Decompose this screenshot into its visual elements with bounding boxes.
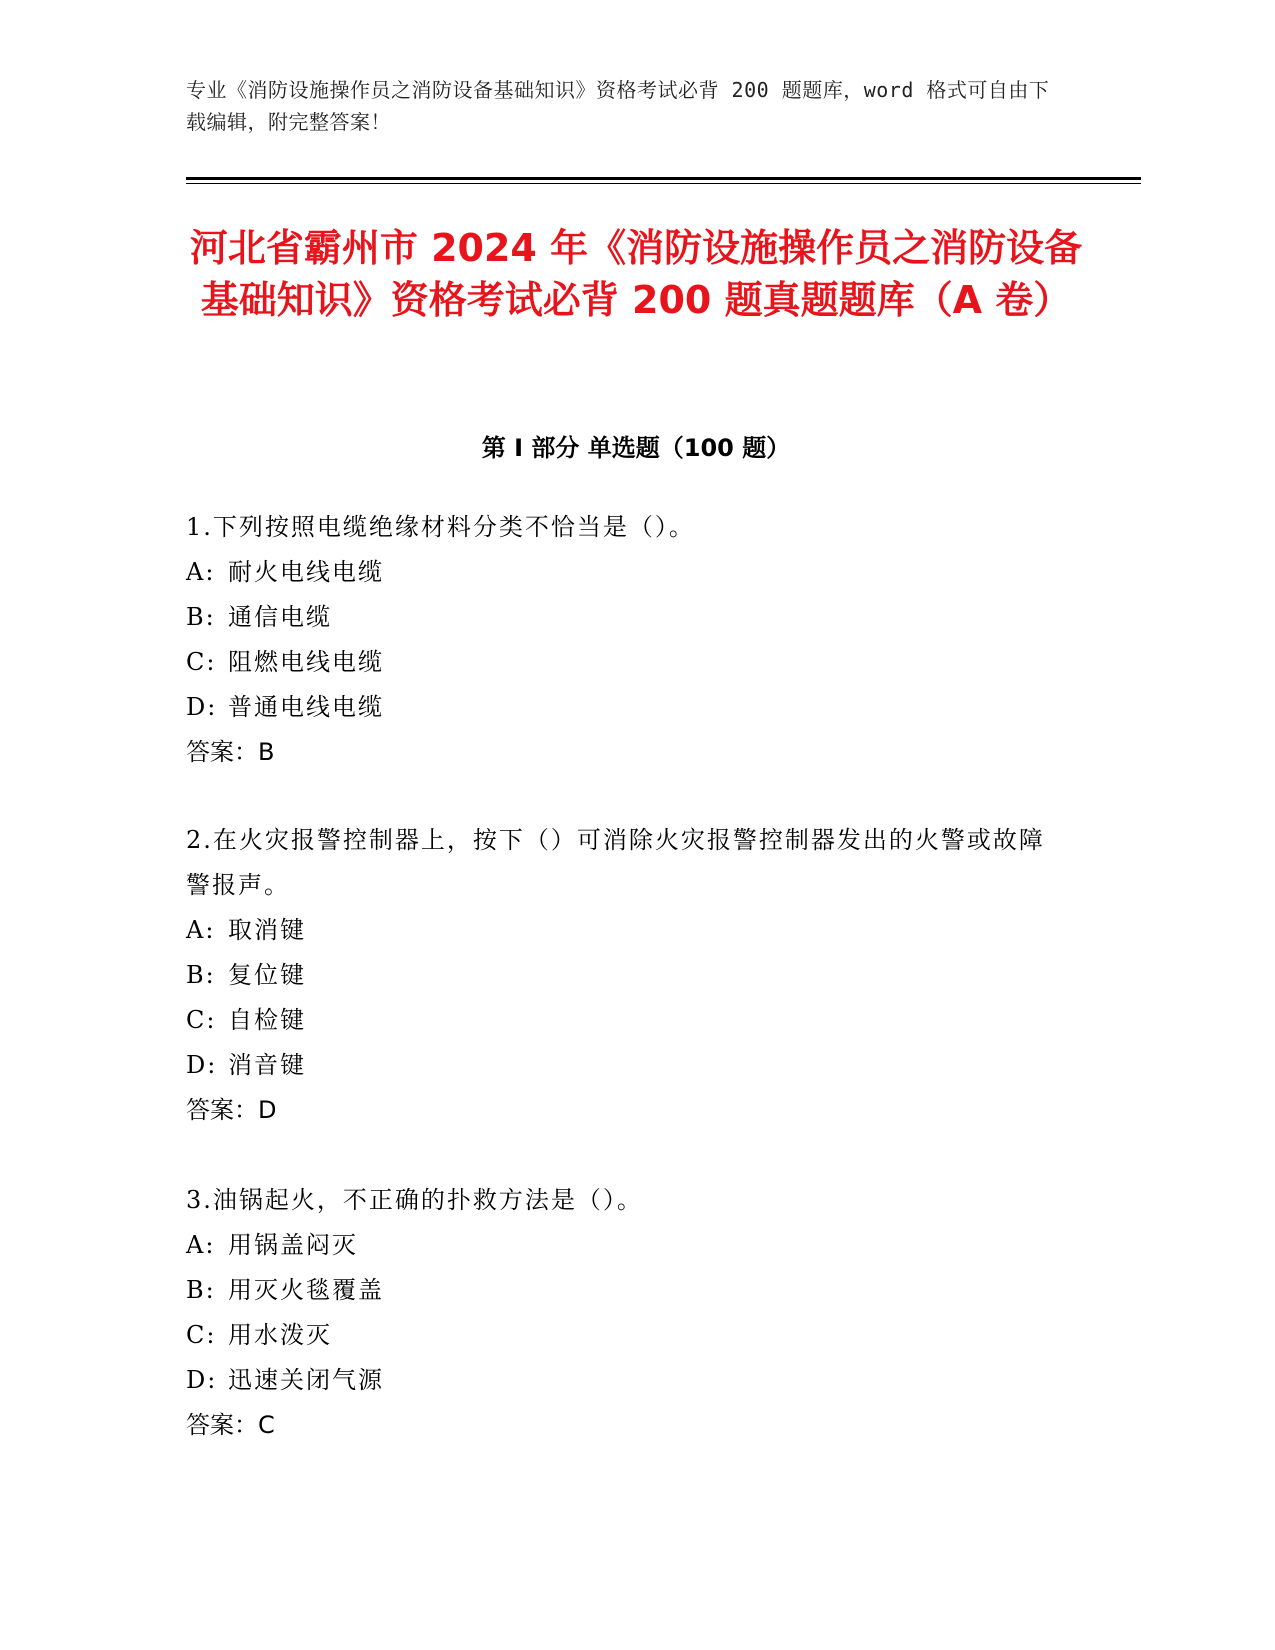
option-c (186, 1313, 1066, 1358)
option-c (186, 640, 1066, 685)
question-3 (186, 1178, 1066, 1448)
option-b (186, 953, 1066, 998)
option-key: A: (186, 916, 216, 944)
option-d (186, 1358, 1066, 1403)
header-divider-thin (186, 183, 1141, 184)
option-key: C: (186, 1321, 217, 1349)
option-text: 阻燃电线电缆 (228, 648, 384, 676)
option-text: 用灭火毯覆盖 (228, 1276, 384, 1304)
section-title: 第 I 部分 单选题（100 题） (481, 434, 791, 462)
option-a (186, 1223, 1066, 1268)
option-key: D: (186, 693, 218, 721)
option-text: 耐火电线电缆 (228, 558, 384, 586)
document-title: 河北省霸州市 2024 年《消防设施操作员之消防设备基础知识》资格考试必背 200 题真题题库（A 卷） (189, 226, 1083, 322)
question-1 (186, 505, 1066, 775)
option-a (186, 550, 1066, 595)
option-d (186, 1043, 1066, 1088)
option-key: B: (186, 603, 216, 631)
option-key: A: (186, 1231, 216, 1259)
option-a (186, 908, 1066, 953)
option-b (186, 1268, 1066, 1313)
option-d (186, 685, 1066, 730)
option-text: 复位键 (228, 961, 306, 989)
option-text: 普通电线电缆 (228, 693, 384, 721)
question-stem: 3.油锅起火，不正确的扑救方法是（）。 (186, 1186, 643, 1214)
answer: 答案：D (186, 1096, 277, 1124)
option-key: C: (186, 648, 217, 676)
option-text: 取消键 (228, 916, 306, 944)
option-key: C: (186, 1006, 217, 1034)
header-divider-thick (186, 177, 1141, 180)
option-text: 用水泼灭 (228, 1321, 332, 1349)
option-text: 用锅盖闷灭 (228, 1231, 358, 1259)
header-note: 专业《消防设施操作员之消防设备基础知识》资格考试必背 200 题题库，word 格式可自由下载编辑，附完整答案！ (186, 78, 1050, 134)
option-text: 通信电缆 (228, 603, 332, 631)
option-key: B: (186, 1276, 216, 1304)
option-text: 自检键 (228, 1006, 306, 1034)
question-2 (186, 818, 1066, 1133)
option-c (186, 998, 1066, 1043)
option-b (186, 595, 1066, 640)
option-key: B: (186, 961, 216, 989)
option-key: A: (186, 558, 216, 586)
option-text: 迅速关闭气源 (228, 1366, 384, 1394)
option-key: D: (186, 1051, 218, 1079)
answer: 答案：C (186, 1411, 275, 1439)
question-stem: 2.在火灾报警控制器上，按下（）可消除火灾报警控制器发出的火警或故障警报声。 (186, 826, 1045, 899)
question-stem: 1.下列按照电缆绝缘材料分类不恰当是（）。 (186, 513, 695, 541)
option-text: 消音键 (228, 1051, 306, 1079)
option-key: D: (186, 1366, 218, 1394)
answer: 答案：B (186, 738, 275, 766)
